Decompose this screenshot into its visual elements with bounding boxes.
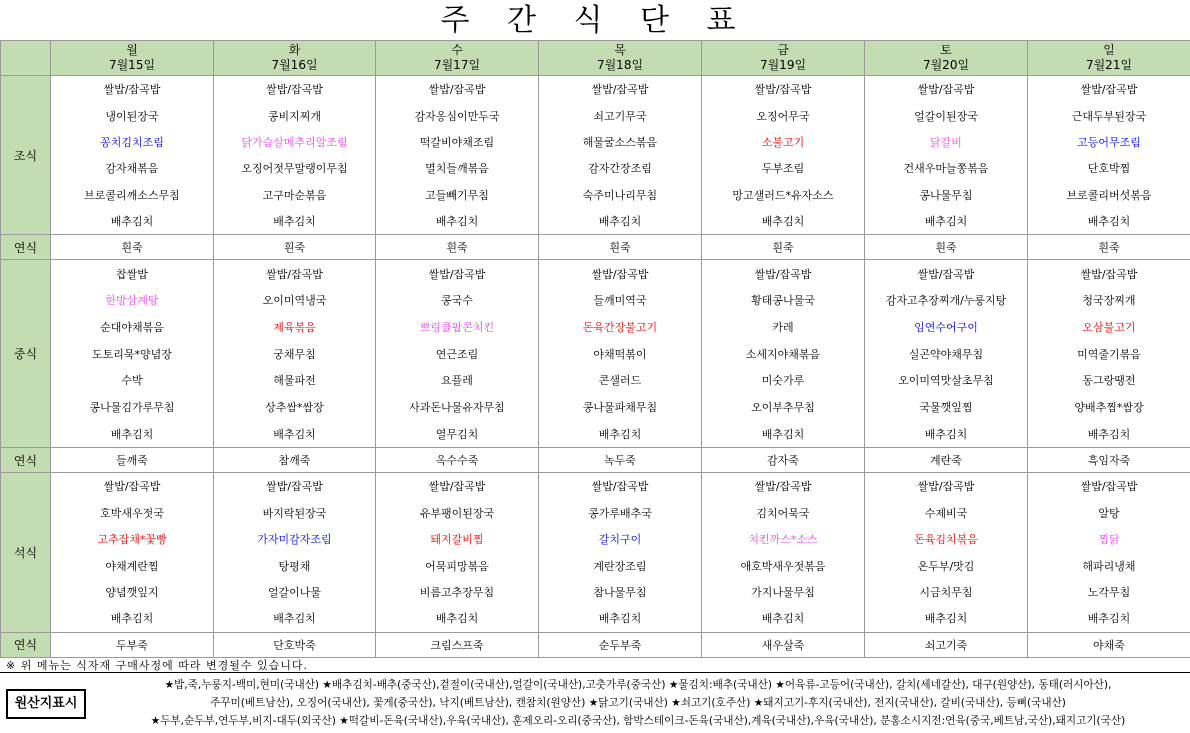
menu-item: 쌀밥/잡곡밥 xyxy=(214,473,376,500)
lunch-row xyxy=(1,420,1190,447)
day-header xyxy=(865,41,1028,76)
menu-item: 닭갈비 xyxy=(865,129,1028,155)
corner-cell xyxy=(1,41,51,76)
breakfast-row xyxy=(1,102,1190,128)
porridge-item: 쇠고기죽 xyxy=(865,632,1028,657)
menu-item: 배추김치 xyxy=(702,208,865,235)
menu-item: 배추김치 xyxy=(51,605,214,632)
day-header xyxy=(376,41,539,76)
menu-item: 고구마순볶음 xyxy=(214,182,376,208)
menu-item: 얼갈이된장국 xyxy=(865,102,1028,128)
porridge-item: 순두부죽 xyxy=(539,632,702,657)
day-date: 7월18일 xyxy=(539,58,701,73)
menu-item: 오징어젓무말랭이무침 xyxy=(214,155,376,181)
menu-item: 임연수어구이 xyxy=(865,314,1028,341)
menu-item: 배추김치 xyxy=(1028,605,1190,632)
menu-item: 쌀밥/잡곡밥 xyxy=(51,76,214,103)
dinner-row xyxy=(1,579,1190,605)
menu-item: 동그랑땡전 xyxy=(1028,367,1190,394)
menu-item: 해물파전 xyxy=(214,367,376,394)
menu-item: 감자고추장찌개/누룽지탕 xyxy=(865,287,1028,314)
dinner-label: 석식 xyxy=(1,473,51,632)
menu-item: 쌀밥/잡곡밥 xyxy=(702,260,865,287)
menu-item: 쌀밥/잡곡밥 xyxy=(376,76,539,103)
menu-item: 도토리묵*양념장 xyxy=(51,340,214,367)
menu-item: 콩국수 xyxy=(376,287,539,314)
breakfast-row xyxy=(1,182,1190,208)
menu-item: 황태콩나물국 xyxy=(702,287,865,314)
breakfast-row xyxy=(1,129,1190,155)
day-header xyxy=(1028,41,1190,76)
page-title: 주 간 식 단 표 xyxy=(0,0,1190,41)
menu-item: 야채계란찜 xyxy=(51,552,214,578)
lunch-row xyxy=(1,367,1190,394)
menu-item: 요플레 xyxy=(376,367,539,394)
menu-item: 들깨미역국 xyxy=(539,287,702,314)
menu-item: 시금치무침 xyxy=(865,579,1028,605)
day-date: 7월21일 xyxy=(1028,58,1190,73)
menu-item: 떡갈비야채조림 xyxy=(376,129,539,155)
menu-item: 쌀밥/잡곡밥 xyxy=(376,473,539,500)
menu-item: 콩비지찌개 xyxy=(214,102,376,128)
day-name: 금 xyxy=(702,43,864,58)
lunch-label: 중식 xyxy=(1,260,51,448)
menu-item: 콩나물김가루무침 xyxy=(51,394,214,421)
menu-item: 감자옹심이만두국 xyxy=(376,102,539,128)
day-name: 화 xyxy=(214,43,375,58)
snack2-row xyxy=(1,448,1190,473)
menu-item: 오삼불고기 xyxy=(1028,314,1190,341)
menu-item: 호박새우젓국 xyxy=(51,500,214,526)
menu-item: 미역줄기볶음 xyxy=(1028,340,1190,367)
menu-item: 노각무침 xyxy=(1028,579,1190,605)
menu-item: 연근조림 xyxy=(376,340,539,367)
menu-item: 닭가슴살메추리알조림 xyxy=(214,129,376,155)
menu-item: 가자미감자조림 xyxy=(214,526,376,552)
menu-item: 배추김치 xyxy=(865,208,1028,235)
porridge-item: 흰죽 xyxy=(214,235,376,260)
menu-item: 온두부/맛김 xyxy=(865,552,1028,578)
origin-line: ★밥,죽,누룽지-백미,현미(국내산) ★배추김치-배추(중국산),겉절이(국내산),얼갈이(국내산),고춧가루(중국산) ★물김치:배추(국내산) ★어육류-고등어(국내산), 갈치(세네갈산), 대구(원양산), 동태(러시아산), xyxy=(88,676,1188,694)
menu-item: 콩가루배추국 xyxy=(539,500,702,526)
menu-item: 치킨까스*소스 xyxy=(702,526,865,552)
menu-item: 꽁치김치조림 xyxy=(51,129,214,155)
day-header xyxy=(539,41,702,76)
menu-item: 수제비국 xyxy=(865,500,1028,526)
menu-item: 오이부추무침 xyxy=(702,394,865,421)
snack3-row xyxy=(1,632,1190,657)
menu-item: 쌀밥/잡곡밥 xyxy=(539,76,702,103)
menu-item: 얼갈이나물 xyxy=(214,579,376,605)
menu-item: 탕평채 xyxy=(214,552,376,578)
menu-item: 갈치구이 xyxy=(539,526,702,552)
snack3-label: 연식 xyxy=(1,632,51,657)
breakfast-label: 조식 xyxy=(1,76,51,235)
menu-item: 찹쌀밥 xyxy=(51,260,214,287)
day-header xyxy=(51,41,214,76)
menu-item: 배추김치 xyxy=(51,420,214,447)
menu-item: 망고샐러드*유자소스 xyxy=(702,182,865,208)
menu-item: 배추김치 xyxy=(702,605,865,632)
menu-item: 쁘링클팝콘치킨 xyxy=(376,314,539,341)
menu-item: 청국장찌개 xyxy=(1028,287,1190,314)
menu-item: 배추김치 xyxy=(1028,208,1190,235)
day-date: 7월20일 xyxy=(865,58,1027,73)
menu-item: 멸치들깨볶음 xyxy=(376,155,539,181)
day-date: 7월17일 xyxy=(376,58,538,73)
day-header xyxy=(214,41,376,76)
menu-item: 배추김치 xyxy=(376,605,539,632)
menu-item: 돼지갈비찜 xyxy=(376,526,539,552)
day-name: 수 xyxy=(376,43,538,58)
menu-item: 감자간장조림 xyxy=(539,155,702,181)
menu-item: 궁채무침 xyxy=(214,340,376,367)
menu-item: 바지락된장국 xyxy=(214,500,376,526)
porridge-item: 흰죽 xyxy=(539,235,702,260)
menu-item: 해물굴소스볶음 xyxy=(539,129,702,155)
menu-item: 배추김치 xyxy=(214,208,376,235)
change-notice: ※ 위 메뉴는 식자재 구매사정에 따라 변경될수 있습니다. xyxy=(6,657,308,673)
day-header xyxy=(702,41,865,76)
menu-item: 쌀밥/잡곡밥 xyxy=(1028,260,1190,287)
menu-item: 야채떡볶이 xyxy=(539,340,702,367)
origin-details xyxy=(88,676,1188,730)
menu-item: 한방삼계탕 xyxy=(51,287,214,314)
day-name: 목 xyxy=(539,43,701,58)
menu-item: 어묵피망볶음 xyxy=(376,552,539,578)
menu-item: 쌀밥/잡곡밥 xyxy=(702,473,865,500)
menu-item: 계란장조림 xyxy=(539,552,702,578)
menu-item: 알탕 xyxy=(1028,500,1190,526)
menu-item: 두부조림 xyxy=(702,155,865,181)
origin-info-box xyxy=(0,672,1190,733)
lunch-row xyxy=(1,287,1190,314)
snack1-row xyxy=(1,235,1190,260)
snack1-label: 연식 xyxy=(1,235,51,260)
origin-label: 원산지표시 xyxy=(6,689,86,719)
porridge-item: 흰죽 xyxy=(702,235,865,260)
menu-item: 배추김치 xyxy=(51,208,214,235)
menu-item: 상추쌈*쌈장 xyxy=(214,394,376,421)
menu-item: 참나물무침 xyxy=(539,579,702,605)
menu-item: 고추잡채*꽃빵 xyxy=(51,526,214,552)
dinner-row xyxy=(1,473,1190,500)
menu-item: 쇠고기무국 xyxy=(539,102,702,128)
porridge-item: 흑임자죽 xyxy=(1028,448,1190,473)
menu-item: 사과돈나물유자무침 xyxy=(376,394,539,421)
menu-item: 쌀밥/잡곡밥 xyxy=(539,260,702,287)
porridge-item: 흰죽 xyxy=(376,235,539,260)
snack2-label: 연식 xyxy=(1,448,51,473)
porridge-item: 흰죽 xyxy=(1028,235,1190,260)
porridge-item: 두부죽 xyxy=(51,632,214,657)
dinner-row xyxy=(1,526,1190,552)
menu-item: 양배추찜*쌈장 xyxy=(1028,394,1190,421)
menu-item: 쌀밥/잡곡밥 xyxy=(1028,76,1190,103)
porridge-item: 들깨죽 xyxy=(51,448,214,473)
menu-item: 고들빼기무침 xyxy=(376,182,539,208)
menu-item: 소세지야채볶음 xyxy=(702,340,865,367)
porridge-item: 새우살죽 xyxy=(702,632,865,657)
porridge-item: 옥수수죽 xyxy=(376,448,539,473)
menu-item: 열무김치 xyxy=(376,420,539,447)
breakfast-row xyxy=(1,76,1190,103)
lunch-row xyxy=(1,260,1190,287)
menu-item: 쌀밥/잡곡밥 xyxy=(376,260,539,287)
menu-item: 감자채볶음 xyxy=(51,155,214,181)
menu-item: 브로콜리깨소스무침 xyxy=(51,182,214,208)
lunch-row xyxy=(1,394,1190,421)
menu-item: 쌀밥/잡곡밥 xyxy=(539,473,702,500)
menu-item: 배추김치 xyxy=(214,420,376,447)
menu-item: 배추김치 xyxy=(539,420,702,447)
menu-item: 배추김치 xyxy=(865,420,1028,447)
menu-item: 냉이된장국 xyxy=(51,102,214,128)
origin-line: ★두부,순두부,연두부,비지-대두(외국산) ★떡갈비-돈육(국내산),우육(국내산), 훈제오리-오리(중국산), 함박스테이크-돈육(국내산),계육(국내산),우육(국내산), 분홍소시지전:연육(중국,베트남,국산),돼지고기(국산) xyxy=(88,712,1188,730)
menu-item: 쌀밥/잡곡밥 xyxy=(865,76,1028,103)
day-name: 일 xyxy=(1028,43,1190,58)
lunch-row xyxy=(1,314,1190,341)
day-header-row xyxy=(1,41,1190,76)
menu-item: 쌀밥/잡곡밥 xyxy=(214,260,376,287)
menu-item: 숙주미나리무침 xyxy=(539,182,702,208)
menu-item: 애호박새우젓볶음 xyxy=(702,552,865,578)
menu-item: 배추김치 xyxy=(1028,420,1190,447)
menu-item: 국물깻잎찜 xyxy=(865,394,1028,421)
menu-item: 고등어무조림 xyxy=(1028,129,1190,155)
menu-item: 카레 xyxy=(702,314,865,341)
menu-item: 콩나물무침 xyxy=(865,182,1028,208)
menu-item: 유부팽이된장국 xyxy=(376,500,539,526)
menu-item: 쌀밥/잡곡밥 xyxy=(865,260,1028,287)
menu-item: 쌀밥/잡곡밥 xyxy=(1028,473,1190,500)
menu-item: 돈육김치볶음 xyxy=(865,526,1028,552)
menu-item: 해파리냉채 xyxy=(1028,552,1190,578)
menu-item: 쌀밥/잡곡밥 xyxy=(51,473,214,500)
menu-item: 쌀밥/잡곡밥 xyxy=(214,76,376,103)
menu-item: 오이미역맛살초무침 xyxy=(865,367,1028,394)
porridge-item: 야채죽 xyxy=(1028,632,1190,657)
menu-item: 순대야채볶음 xyxy=(51,314,214,341)
menu-item: 김치어묵국 xyxy=(702,500,865,526)
menu-item: 배추김치 xyxy=(539,605,702,632)
porridge-item: 녹두죽 xyxy=(539,448,702,473)
day-date: 7월16일 xyxy=(214,58,375,73)
menu-item: 콩나물파채무침 xyxy=(539,394,702,421)
menu-item: 실곤약야채무침 xyxy=(865,340,1028,367)
menu-item: 쌀밥/잡곡밥 xyxy=(865,473,1028,500)
lunch-row xyxy=(1,340,1190,367)
menu-item: 건새우마늘쫑볶음 xyxy=(865,155,1028,181)
menu-item: 돈육간장불고기 xyxy=(539,314,702,341)
menu-item: 브로콜리버섯볶음 xyxy=(1028,182,1190,208)
porridge-item: 크림스프죽 xyxy=(376,632,539,657)
breakfast-row xyxy=(1,155,1190,181)
day-name: 토 xyxy=(865,43,1027,58)
porridge-item: 계란죽 xyxy=(865,448,1028,473)
breakfast-row xyxy=(1,208,1190,235)
menu-item: 콘샐러드 xyxy=(539,367,702,394)
menu-item: 쌀밥/잡곡밥 xyxy=(702,76,865,103)
porridge-item: 단호박죽 xyxy=(214,632,376,657)
menu-item: 미숫가루 xyxy=(702,367,865,394)
porridge-item: 흰죽 xyxy=(51,235,214,260)
menu-item: 배추김치 xyxy=(376,208,539,235)
menu-item: 소불고기 xyxy=(702,129,865,155)
menu-item: 양념깻잎지 xyxy=(51,579,214,605)
weekly-menu-table xyxy=(0,40,1190,658)
menu-item: 오징어무국 xyxy=(702,102,865,128)
menu-item: 가지나물무침 xyxy=(702,579,865,605)
menu-item: 배추김치 xyxy=(702,420,865,447)
porridge-item: 참깨죽 xyxy=(214,448,376,473)
menu-item: 근대두부된장국 xyxy=(1028,102,1190,128)
menu-item: 찜닭 xyxy=(1028,526,1190,552)
menu-item: 제육볶음 xyxy=(214,314,376,341)
menu-item: 비름고추장무침 xyxy=(376,579,539,605)
day-date: 7월19일 xyxy=(702,58,864,73)
menu-item: 오이미역냉국 xyxy=(214,287,376,314)
menu-item: 단호박찜 xyxy=(1028,155,1190,181)
dinner-row xyxy=(1,605,1190,632)
porridge-item: 흰죽 xyxy=(865,235,1028,260)
menu-item: 수박 xyxy=(51,367,214,394)
menu-item: 배추김치 xyxy=(865,605,1028,632)
dinner-row xyxy=(1,552,1190,578)
day-name: 월 xyxy=(51,43,213,58)
dinner-row xyxy=(1,500,1190,526)
menu-item: 배추김치 xyxy=(539,208,702,235)
day-date: 7월15일 xyxy=(51,58,213,73)
origin-line: 주꾸미(베트남산), 오징어(국내산), 꽃게(중국산), 낙지(베트남산), 캔참치(원양산) ★닭고기(국내산) ★쇠고기(호주산) ★돼지고기-후지(국내산), 전지(국내산), 갈비(국내산), 등뼈(국내산) xyxy=(88,694,1188,712)
menu-item: 배추김치 xyxy=(214,605,376,632)
porridge-item: 감자죽 xyxy=(702,448,865,473)
